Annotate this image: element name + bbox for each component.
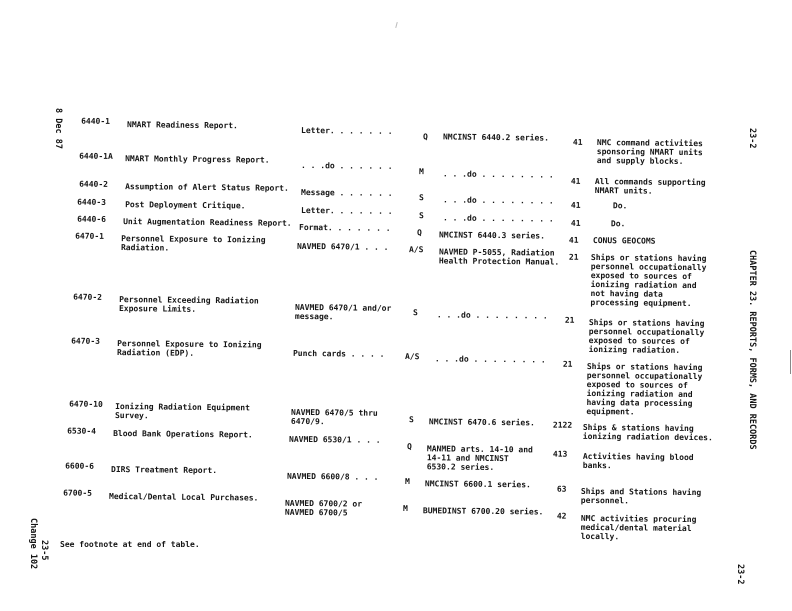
report-form: Letter. . . . . . . [300, 205, 393, 216]
report-number: 6470-1 [75, 231, 105, 241]
report-chapter: 21 [568, 252, 579, 262]
report-frequency: M [402, 504, 408, 514]
report-title: Personnel Exposure to Ionizing Radiation. [120, 234, 266, 253]
report-reference: BUMEDINST 6700.20 series. [422, 506, 544, 517]
report-frequency: M [418, 167, 424, 177]
report-submitted-by: NMC command activities sponsoring NMART units and supply blocks. [596, 138, 703, 166]
report-frequency: S [418, 193, 424, 203]
report-form: Message . . . . . . [300, 187, 393, 198]
report-submitted-by: Ships or stations having personnel occupationally exposed to sources of ionizing radiation. [588, 317, 705, 355]
report-title: Post Deployment Critique. [125, 200, 246, 211]
report-title: Personnel Exceeding Radiation Exposure Limits. [118, 295, 259, 314]
report-form: Format. . . . . . . [298, 222, 391, 233]
report-submitted-by: Ships or stations having personnel occupationally exposed to sources of ionizing radiation and not having data processing equipment. [590, 252, 707, 309]
report-submitted-by: Do. [612, 201, 628, 211]
report-chapter: 21 [562, 359, 573, 369]
report-title: NMART Monthly Progress Report. [125, 154, 270, 165]
report-chapter: 41 [570, 176, 581, 186]
report-form: Letter. . . . . . . [300, 125, 393, 136]
report-submitted-by: CONUS GEOCOMS [592, 236, 656, 246]
report-submitted-by: NMC activities procuring medical/dental material locally. [580, 513, 697, 542]
report-chapter: 41 [570, 200, 581, 210]
report-title: Medical/Dental Local Purchases. [109, 491, 259, 503]
report-title: Ionizing Radiation Equipment Survey. [114, 402, 250, 421]
report-title: Blood Bank Operations Report. [113, 428, 253, 440]
report-chapter: 42 [556, 511, 567, 521]
report-frequency: S [412, 308, 418, 318]
report-chapter: 41 [568, 235, 579, 245]
report-form: NAVMED 6470/1 . . . [296, 241, 389, 252]
change-number: Change 102 [28, 518, 38, 570]
report-reference: . . .do . . . . . . . . [442, 213, 554, 224]
report-frequency: Q [416, 228, 422, 238]
report-form: Punch cards . . . . [292, 348, 385, 359]
report-number: 6440-1 [81, 116, 111, 126]
report-chapter: 41 [572, 137, 583, 147]
report-title: Personnel Exposure to Ionizing Radiation (EDP). [116, 339, 262, 358]
report-form: NAVMED 6530/1 . . . [288, 434, 381, 445]
report-reference: . . .do . . . . . . . . [442, 169, 554, 180]
footnote: See footnote at end of table. [60, 540, 200, 549]
report-reference: NMCINST 6440.2 series. [442, 132, 549, 143]
report-reference: MANMED arts. 14-10 and 14-11 and NMCINST 6530.2 series. [426, 444, 533, 472]
report-reference: NAVMED P-5055, Radiation Health Protection Manual. [438, 247, 560, 267]
page-date: 8 Dec 87 [53, 108, 63, 149]
report-submitted-by: Ships and Stations having personnel. [580, 486, 702, 506]
report-frequency: S [408, 415, 414, 425]
report-submitted-by: Ships or stations having personnel occupationally exposed to sources of ionizing radiation and having data processing equipment. [586, 361, 703, 417]
left-page-number: 23-5 [39, 540, 49, 561]
report-title: DIRS Treatment Report. [111, 464, 218, 476]
right-page-number-bottom: 23-2 [735, 564, 745, 585]
report-submitted-by: Activities having blood banks. [582, 451, 694, 471]
report-number: 6600-6 [65, 461, 95, 471]
report-reference: . . .do . . . . . . . . [434, 354, 546, 365]
report-number: 6440-2 [79, 179, 109, 189]
chapter-heading: CHAPTER 23. REPORTS, FORMS, AND RECORDS [747, 250, 757, 450]
report-title: Assumption of Alert Status Report. [125, 182, 289, 193]
page-edge-mark [790, 350, 791, 374]
report-reference: NMCINST 6440.3 series. [438, 230, 545, 241]
report-number: 6440-1A [79, 151, 113, 161]
report-frequency: M [404, 477, 410, 487]
report-title: NMART Readiness Report. [127, 120, 238, 131]
report-frequency: Q [406, 442, 412, 452]
report-form: NAVMED 6700/2 or NAVMED 6700/5 [284, 498, 363, 518]
report-chapter: 41 [570, 218, 581, 228]
report-form: . . .do . . . . . . [300, 160, 393, 171]
report-submitted-by: All commands supporting NMART units. [594, 177, 706, 196]
report-number: 6440-3 [77, 197, 107, 207]
report-chapter: 21 [564, 315, 575, 325]
report-number: 6700-5 [63, 488, 93, 498]
scan-mark [395, 22, 398, 28]
report-number: 6530-4 [67, 426, 97, 436]
report-number: 6470-3 [71, 336, 101, 346]
report-submitted-by: Ships & stations having ionizing radiation devices. [582, 422, 713, 443]
report-reference: NMCINST 6470.6 series. [428, 417, 535, 428]
report-form: NAVMED 6470/1 and/or message. [294, 302, 392, 322]
report-number: 6470-10 [69, 399, 103, 409]
report-reference: NMCINST 6600.1 series. [424, 479, 531, 490]
report-title: Unit Augmentation Readiness Report. [123, 217, 292, 228]
report-chapter: 63 [556, 484, 567, 494]
report-frequency: A/S [404, 352, 420, 362]
report-frequency: Q [422, 132, 428, 142]
report-form: NAVMED 6600/8 . . . [286, 471, 379, 482]
right-page-number-top: 23-2 [747, 128, 757, 149]
report-number: 6470-2 [73, 292, 103, 302]
report-number: 6440-6 [77, 214, 107, 224]
report-chapter: 2122 [552, 420, 573, 430]
report-submitted-by: Do. [610, 219, 626, 229]
report-reference: . . .do . . . . . . . . [442, 195, 554, 206]
report-frequency: S [418, 211, 424, 221]
report-reference: . . .do . . . . . . . . [436, 310, 548, 321]
report-chapter: 413 [552, 449, 568, 459]
report-form: NAVMED 6470/5 thru 6470/9. [290, 407, 378, 427]
report-frequency: A/S [408, 245, 424, 255]
